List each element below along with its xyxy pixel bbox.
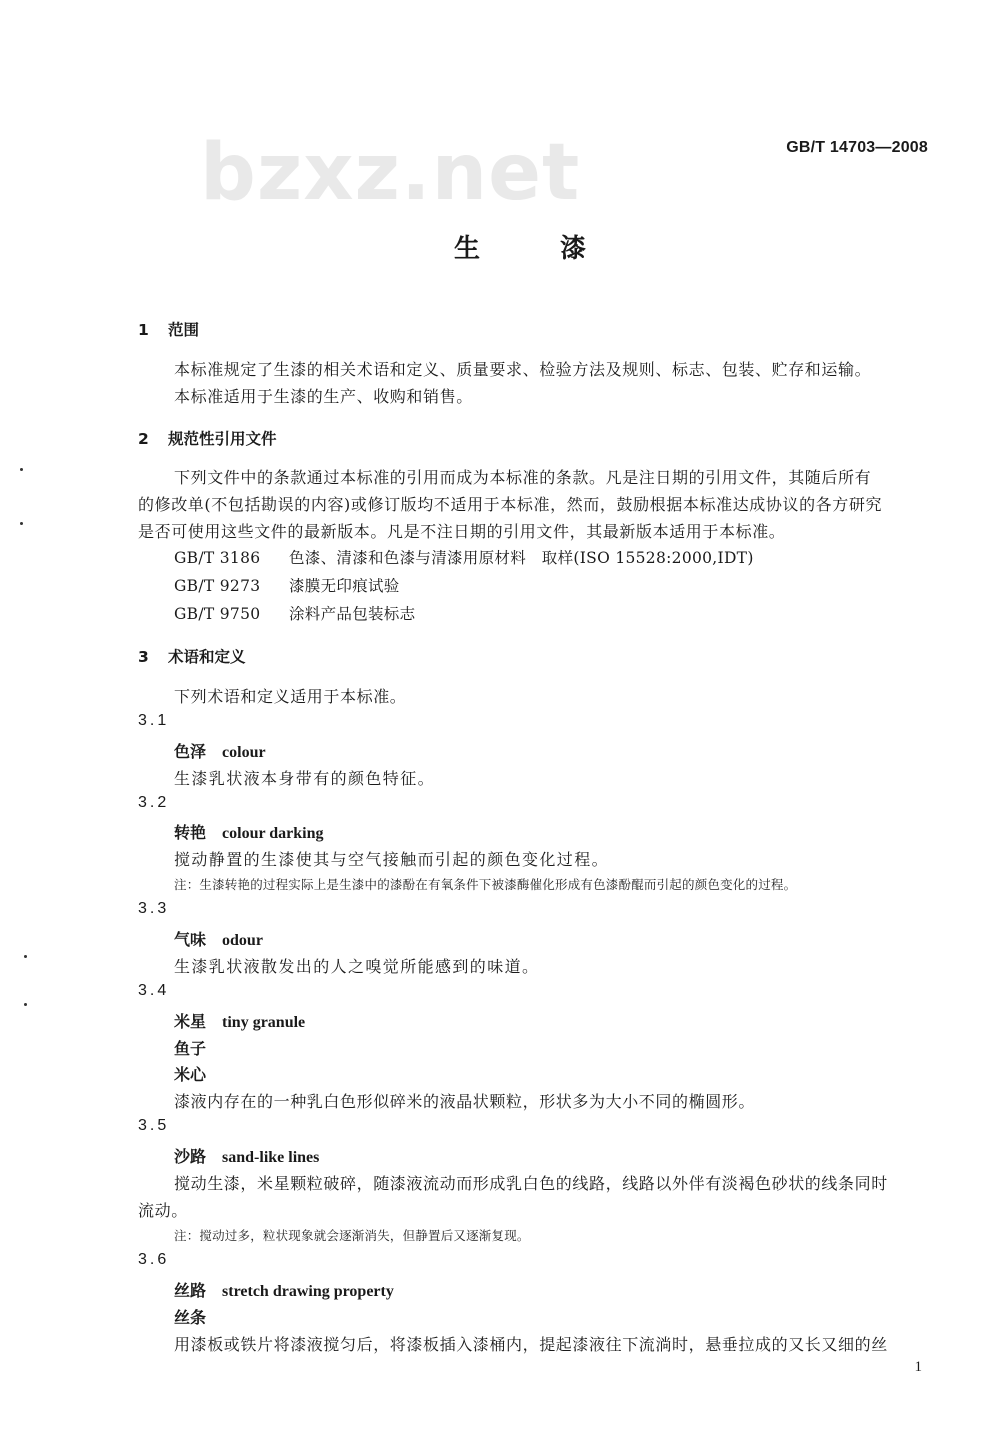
section-title: 规范性引用文件	[168, 430, 277, 448]
term-heading	[174, 927, 263, 950]
reference-title: 涂料产品包装标志	[289, 605, 416, 623]
term-definition: 用漆板或铁片将漆液搅匀后，将漆板插入漆桶内，提起漆液往下流淌时，悬垂拉成的又长又细的丝	[174, 1335, 888, 1354]
standard-number: GB/T 14703—2008	[786, 139, 928, 156]
section-2-heading	[138, 427, 277, 449]
reference-code: GB/T 9273	[174, 577, 261, 595]
term-en: stretch drawing property	[222, 1283, 394, 1300]
term-definition-line: 流动。	[138, 1201, 188, 1220]
term-heading	[174, 820, 324, 843]
term-note: 注：生漆转艳的过程实际上是生漆中的漆酚在有氧条件下被漆酶催化形成有色漆酚醌而引起的颜色变化的过程。	[174, 877, 797, 892]
section-number: 2	[138, 430, 149, 448]
scan-speck	[20, 522, 23, 525]
scan-speck	[24, 1003, 27, 1006]
paragraph: 本标准适用于生漆的生产、收购和销售。	[174, 387, 473, 406]
term-note: 注：搅动过多，粒状现象就会逐渐消失，但静置后又逐渐复现。	[174, 1228, 530, 1243]
section-number: 1	[138, 321, 149, 339]
section-1-heading	[138, 318, 199, 340]
section-3-heading	[138, 645, 246, 667]
term-number: 3.4	[138, 982, 170, 999]
term-definition-line: 搅动生漆，米星颗粒破碎，随漆液流动而形成乳白色的线路，线路以外伴有淡褐色砂状的线条同时	[174, 1174, 888, 1193]
term-definition: 漆液内存在的一种乳白色形似碎米的液晶状颗粒，形状多为大小不同的椭圆形。	[174, 1092, 756, 1111]
term-heading	[174, 1144, 319, 1167]
term-synonym: 米心	[174, 1065, 207, 1084]
paragraph-line: 是否可使用这些文件的最新版本。凡是不注日期的引用文件，其最新版本适用于本标准。	[138, 522, 786, 541]
term-heading	[174, 739, 266, 762]
reference-item	[174, 546, 754, 568]
term-heading	[174, 1009, 305, 1032]
watermark: bzxz.net	[200, 128, 581, 218]
reference-title: 色漆、清漆和色漆与清漆用原材料 取样(ISO 15528:2000,IDT)	[289, 549, 754, 567]
term-en: tiny granule	[222, 1014, 306, 1031]
term-zh: 米星	[174, 1012, 207, 1031]
term-definition: 生漆乳状液本身带有的颜色特征。	[174, 769, 436, 788]
term-en: sand-like lines	[222, 1149, 320, 1166]
term-number: 3.1	[138, 712, 170, 729]
term-zh: 沙路	[174, 1147, 207, 1166]
document-title: 生漆	[454, 234, 667, 264]
term-zh: 色泽	[174, 742, 207, 761]
reference-item	[174, 602, 415, 624]
paragraph-line: 下列文件中的条款通过本标准的引用而成为本标准的条款。凡是注日期的引用文件，其随后所有	[174, 468, 872, 487]
term-zh: 丝路	[174, 1281, 207, 1300]
page-number: 1	[914, 1359, 922, 1375]
section-title: 范围	[168, 321, 200, 339]
term-synonym: 丝条	[174, 1308, 207, 1327]
term-definition: 生漆乳状液散发出的人之嗅觉所能感到的味道。	[174, 957, 540, 976]
term-number: 3.6	[138, 1251, 170, 1268]
term-en: colour	[222, 744, 266, 761]
term-en: colour darking	[222, 825, 324, 842]
term-zh: 气味	[174, 930, 207, 949]
term-number: 3.3	[138, 900, 170, 917]
reference-item	[174, 574, 400, 596]
term-definition: 搅动静置的生漆使其与空气接触而引起的颜色变化过程。	[174, 850, 610, 869]
reference-code: GB/T 9750	[174, 605, 261, 623]
section-title: 术语和定义	[168, 648, 246, 666]
term-synonym: 鱼子	[174, 1039, 207, 1058]
scan-speck	[20, 468, 23, 471]
paragraph: 下列术语和定义适用于本标准。	[174, 687, 407, 706]
scan-speck	[24, 955, 27, 958]
reference-code: GB/T 3186	[174, 549, 261, 567]
paragraph-line: 的修改单(不包括勘误的内容)或修订版均不适用于本标准，然而，鼓励根据本标准达成协议的各方研究	[138, 495, 883, 514]
section-number: 3	[138, 648, 149, 666]
reference-title: 漆膜无印痕试验	[289, 577, 400, 595]
term-zh: 转艳	[174, 823, 207, 842]
term-number: 3.2	[138, 794, 170, 811]
term-heading	[174, 1278, 394, 1301]
term-en: odour	[222, 932, 263, 949]
paragraph: 本标准规定了生漆的相关术语和定义、质量要求、检验方法及规则、标志、包装、贮存和运输。	[174, 360, 872, 379]
term-number: 3.5	[138, 1117, 170, 1134]
